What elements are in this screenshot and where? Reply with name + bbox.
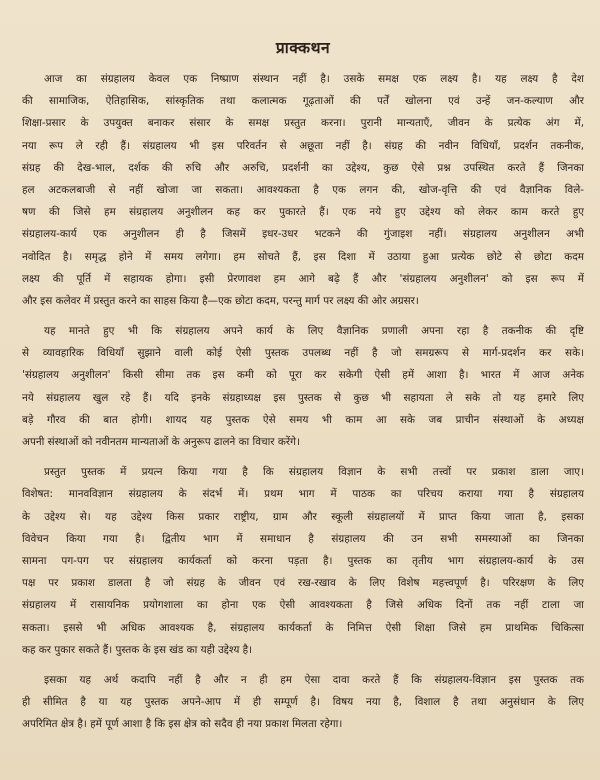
paragraph-2: [22, 320, 584, 453]
text-line: शिक्षा-प्रसार के उपयुक्त बनाकर संसार के समक्ष प्रस्तुत करना। पुरानी मान्यताएँ, जीवन के प्रत्येक अंग में,: [22, 117, 584, 130]
text-line: सकता। इससे भी अधिक आवश्यक है, संग्रहालय कार्यकर्ता के निमित्त ऐसी शिक्षा जिसे हम प्राथमिक चिकित्सा: [22, 621, 584, 634]
text-line: विवेचन किया गया है। द्वितीय भाग में समाधान है संग्रहालय की उन सभी समस्याओं का जिनका: [22, 532, 584, 545]
text-line: संग्रहालय-कार्य एक अनुशीलन ही है जिसमें इधर-उधर भटकने की गुंजाइश नहीं। संग्रहालय अनुशीलन अभी: [22, 228, 584, 241]
text-line: बड़े गौरव की बात होगी। शायद यह पुस्तक ऐसे समय भी काम आ सके जब प्राचीन संस्थाओं के अध्यक्ष: [22, 413, 584, 426]
text-line: षण की जिसे हम संग्रहालय अनुशीलन कह कर पुकारते हैं। एक नये हुए उद्देश्य को लेकर काम करते हुए: [22, 206, 584, 219]
paragraph-3: [22, 461, 584, 661]
text-line: की सामाजिक, ऐतिहासिक, सांस्कृतिक तथा कलात्मक गूढ़ताओं की पर्तें खोलना एवं उन्हें जन-कल्याण और: [22, 95, 584, 108]
text-line: सामना पग-पग पर संग्रहालय कार्यकर्ता को करना पड़ता है। पुस्तक का तृतीय भाग संग्रहालय-कार्य के उस: [22, 554, 584, 567]
paragraph-1: [22, 68, 584, 312]
text-line: और इस कलेवर में प्रस्तुत करने का साहस किया है—एक छोटा कदम, परन्तु मार्ग पर लक्ष्य की ओर अग्रसर।: [22, 294, 419, 307]
text-line: आज का संग्रहालय केवल एक निष्प्राण संस्थान नहीं है। उसके समक्ष एक लक्ष्य है। यह लक्ष्य है देश: [44, 73, 584, 85]
text-line: अपनी संस्थाओं को नवीनतम मान्यताओं के अनुरूप ढालने का विचार करेंगे।: [22, 436, 300, 448]
text-line: हल अटकलबाजी से नहीं खोजा जा सकता। आवश्यकता है एक लगन की, खोज-वृत्ति की एवं वैज्ञानिक विले-: [22, 183, 584, 196]
text-line: यह मानते हुए भी कि संग्रहालय अपने कार्य के लिए वैज्ञानिक प्रणाली अपना रहा है तकनीक की दृष्टि: [44, 325, 584, 338]
text-line: 'संग्रहालय अनुशीलन' किसी सीमा तक इस कमी को पूरा कर सकेगी ऐसी हमें आशा है। भारत में आज अनेक: [22, 369, 584, 382]
text-line: के उद्देश्य से। यह उद्देश्य किस प्रकार राष्ट्रीय, ग्राम और स्कूली संग्रहालयों में प्राप्त किया जाता है, इसका: [22, 510, 584, 523]
page-title: प्राक्कथन: [275, 39, 331, 57]
text-line: संग्रह की देख-भाल, दर्शक की रुचि और अरुचि, प्रदर्शनी का उद्देश्य, कुछ ऐसे प्रश्न उपस्थित करते हैं जिनका: [22, 161, 584, 174]
text-line: संग्रहालय में रासायनिक प्रयोगशाला का होना एक ऐसी आवश्यकता है जिसे अधिक दिनों तक नहीं टाला जा: [22, 599, 584, 612]
text-line: नये संग्रहालय खुल रहे हैं। यदि इनके संग्रहाध्यक्ष इस पुस्तक से कुछ भी सहायता ले सके तो यह हमारे लिए: [22, 391, 584, 404]
text-line: से व्यावहारिक विधियाँ सुझाने वाली कोई ऐसी पुस्तक उपलब्ध नहीं है जो समग्ररूप से मार्ग-प्रदर्शन कर सके।: [22, 347, 584, 360]
body-text: [22, 68, 584, 735]
text-line: इसका यह अर्थ कदापि नहीं है और न ही हम ऐसा दावा करते हैं कि संग्रहालय-विज्ञान इस पुस्तक तक: [44, 673, 584, 686]
text-line: पक्ष पर प्रकाश डालता है जो संग्रह के जीवन एवं रख-रखाव के लिए विशेष महत्त्वपूर्ण है। परिरक्षण के लिए: [22, 577, 584, 590]
text-line: नया रूप ले रही हैं। संग्रहालय भी इस परिवर्तन से अछूता नहीं है। संग्रह की नवीन विधियाँ, प्रदर्शन तकनीक,: [22, 139, 584, 152]
text-line: प्रस्तुत पुस्तक में प्रयत्न किया गया है कि संग्रहालय विज्ञान के सभी तत्त्वों पर प्रकाश डाला जाए।: [44, 466, 584, 479]
paragraph-4: [22, 669, 584, 736]
text-line: विशेषत: मानवविज्ञान संग्रहालय के संदर्भ में। प्रथम भाग में पाठक का परिचय कराया गया है संग्रहालय: [22, 488, 584, 501]
text-line: लक्ष्य की पूर्ति में सहायक होगा। इसी प्रेरणावश हम आगे बढ़े हैं और 'संग्रहालय अनुशीलन' को इस रूप में: [22, 272, 584, 285]
text-line: कह कर पुकार सकते हैं। पुस्तक के इस खंड का यही उद्देश्य है।: [22, 643, 253, 656]
text-line: नवोदित है। समृद्ध होने में समय लगेगा। हम सोचते हैं, इस दिशा में उठाया हुआ प्रत्येक छोटे से छोटा कदम: [22, 250, 584, 263]
text-line: अपरिमित क्षेत्र है। हमें पूर्ण आशा है कि इस क्षेत्र को सदैव ही नया प्रकाश मिलता रहेगा।: [22, 718, 343, 731]
text-line: ही सीमित है या यह पुस्तक अपने-आप में ही सम्पूर्ण है। विषय नया है, विशाल है तथा अनुसंधान के लिए: [22, 696, 584, 709]
